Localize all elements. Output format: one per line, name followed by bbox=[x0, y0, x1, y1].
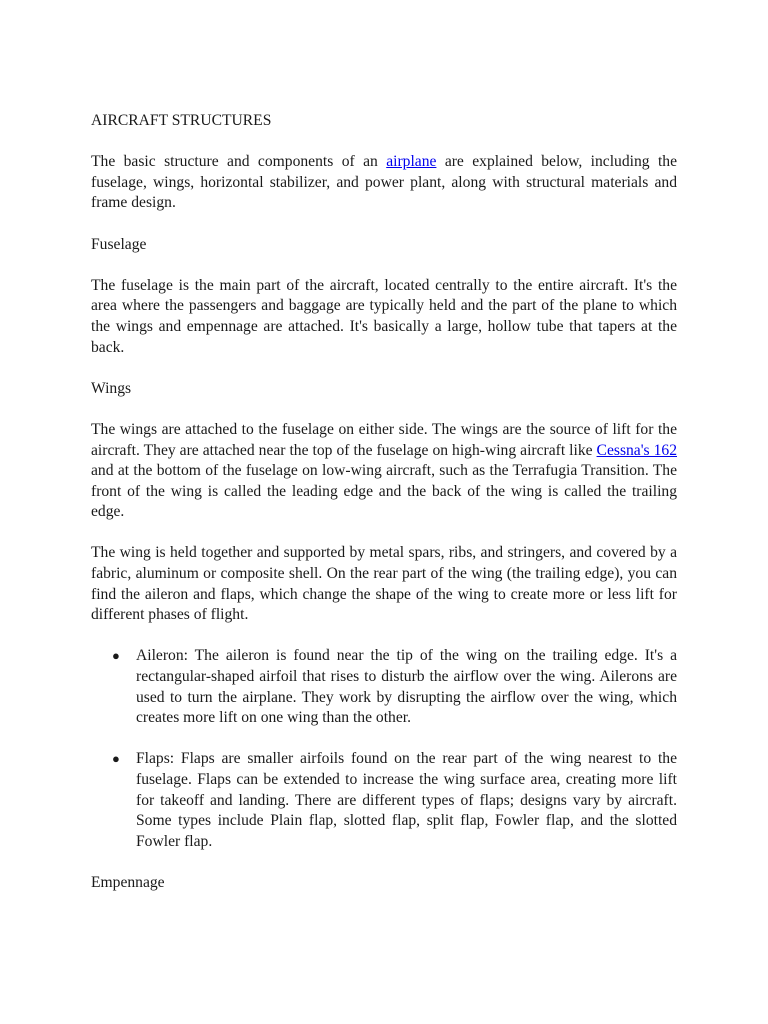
intro-text-after: are explained below, including the fuselage, wings, horizontal stabilizer, and power plant, along with structural materials and frame design. bbox=[91, 153, 678, 212]
list-item-text: Flaps: Flaps are smaller airfoils found on the rear part of the wing nearest to the fuselage. Flaps can be extended to increase the wing surface area, creating more lift for takeoff and landing. There are different types of flaps; designs vary by aircraft. Some types include Plain flap, slotted flap, split flap, Fowler flap, and the slotted Fowler flap. bbox=[136, 750, 677, 850]
list-item-text: Aileron: The aileron is found near the tip of the wing on the trailing edge. It's a rectangular-shaped airfoil that rises to disturb the airflow over the wing. Ailerons are used to turn the airplane. They work by disrupting the airflow over the wing, which creates more lift on one wing than the other. bbox=[136, 647, 677, 727]
wing-parts-list bbox=[91, 646, 677, 852]
bullet-icon: ● bbox=[112, 751, 120, 767]
airplane-link[interactable]: airplane bbox=[386, 153, 437, 171]
wings-p1-before: The wings are attached to the fuselage on either side. The wings are the source of lift for the aircraft. They are attached near the top of the fuselage on high-wing aircraft like bbox=[91, 420, 677, 459]
list-item-flaps bbox=[112, 749, 677, 852]
wings-heading: Wings bbox=[91, 379, 132, 397]
document-page bbox=[91, 111, 677, 914]
document-title: AIRCRAFT STRUCTURES bbox=[91, 112, 272, 129]
intro-paragraph bbox=[91, 152, 677, 214]
cessna-162-link[interactable]: Cessna's 162 bbox=[596, 441, 677, 459]
fuselage-paragraph: The fuselage is the main part of the aircraft, located centrally to the entire aircraft. It's the area where the passengers and baggage are typically held and the part of the plane to which the wings and empennage are attached. It's basically a large, hollow tube that tapers at the back. bbox=[91, 276, 677, 356]
empennage-heading: Empennage bbox=[91, 873, 165, 891]
wings-paragraph-2: The wing is held together and supported by metal spars, ribs, and stringers, and covered by a fabric, aluminum or composite shell. On the rear part of the wing (the trailing edge), you can find the aileron and flaps, which change the shape of the wing to create more or less lift for different phases of flight. bbox=[91, 544, 677, 624]
wings-p1-after: and at the bottom of the fuselage on low-wing aircraft, such as the Terrafugia Transition. The front of the wing is called the leading edge and the back of the wing is called the trailing edge. bbox=[91, 462, 677, 521]
wings-paragraph-1 bbox=[91, 420, 677, 523]
intro-text-before: The basic structure and components of an bbox=[91, 153, 387, 171]
list-item-aileron bbox=[112, 646, 677, 728]
bullet-icon: ● bbox=[112, 648, 120, 664]
fuselage-heading: Fuselage bbox=[91, 235, 147, 253]
